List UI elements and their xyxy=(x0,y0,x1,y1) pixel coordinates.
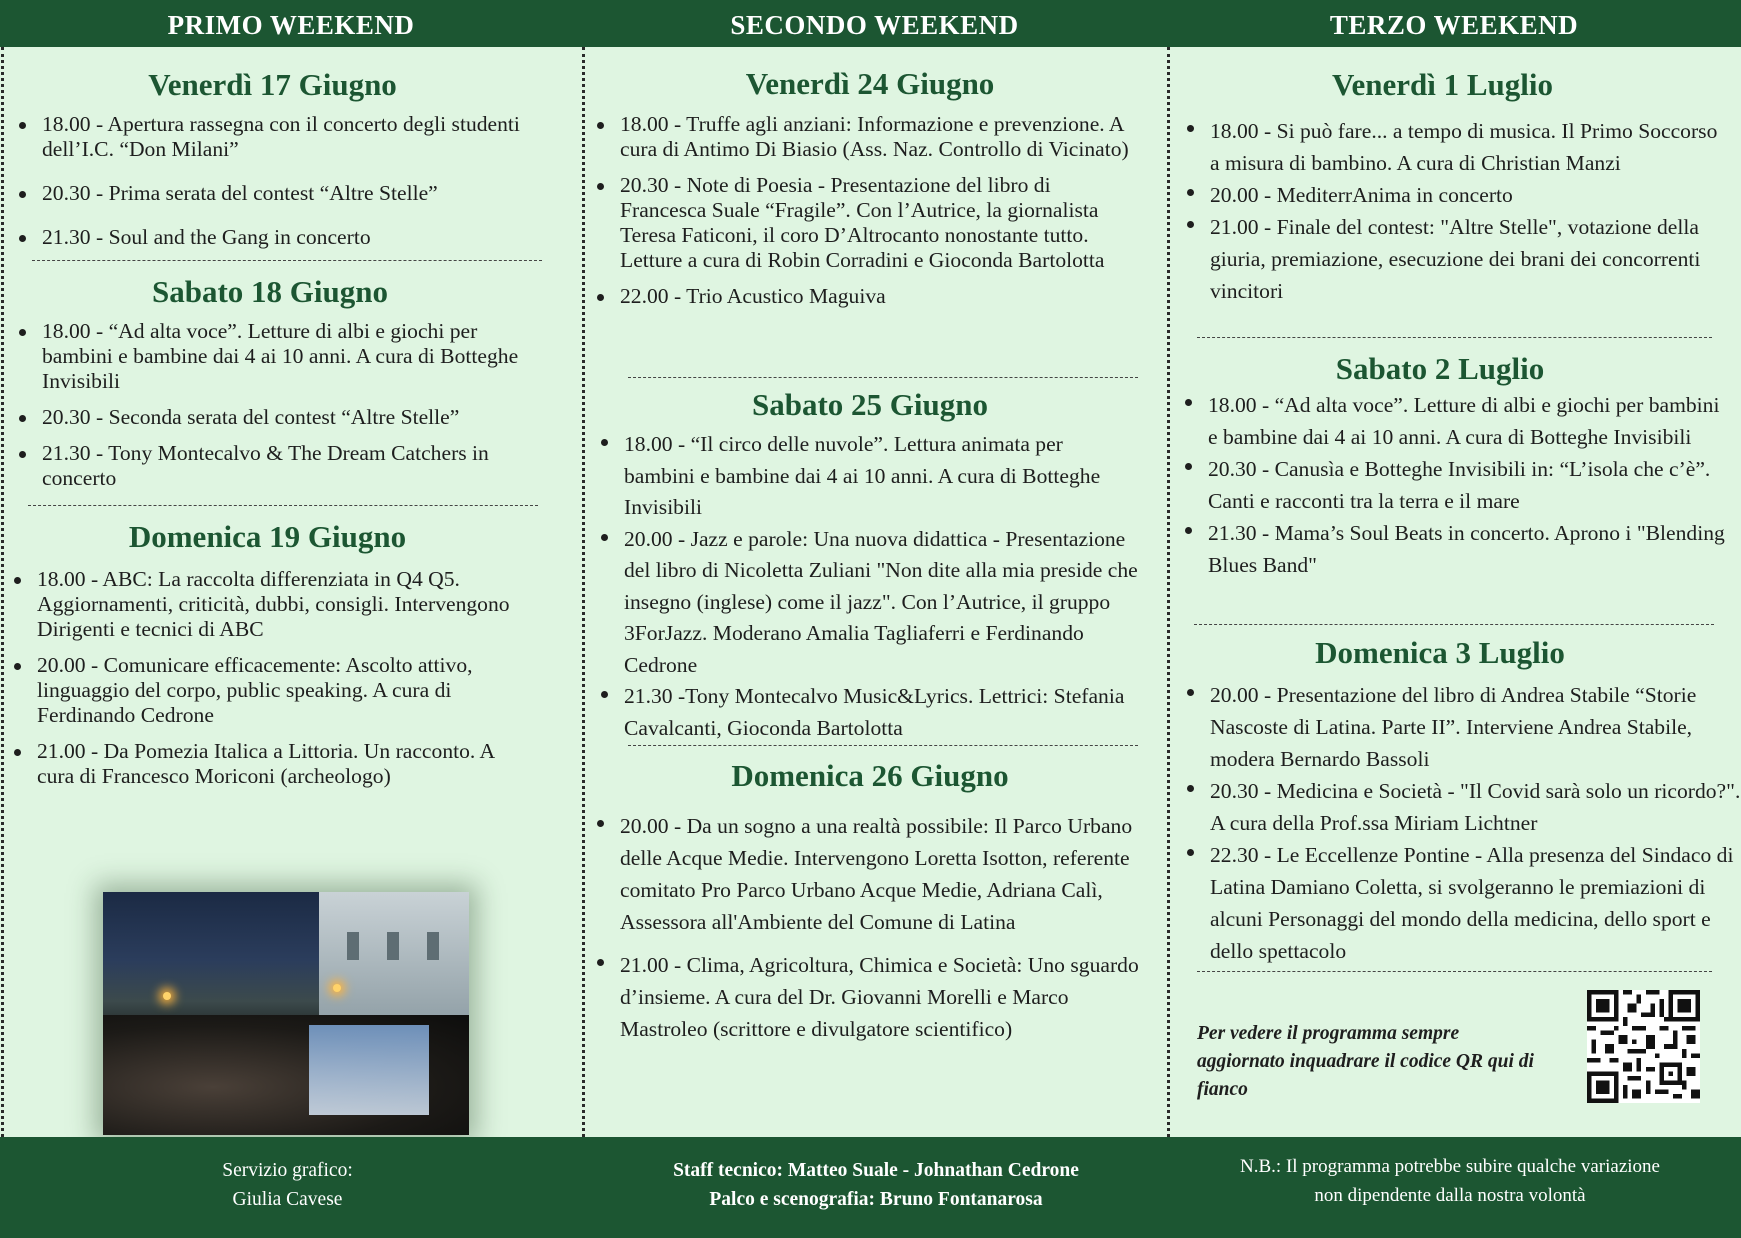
day-list-venerdi-24 xyxy=(620,112,1140,309)
day-title-venerdi-17: Venerdì 17 Giugno xyxy=(148,67,397,102)
footer-bar xyxy=(0,1137,1741,1238)
separator xyxy=(628,745,1138,746)
separator xyxy=(28,505,538,506)
header-primo-weekend: PRIMO WEEKEND xyxy=(167,10,415,40)
day-title-sabato-25: Sabato 25 Giugno xyxy=(751,387,988,422)
header-bar xyxy=(0,0,1741,47)
photo-stage xyxy=(309,1025,429,1115)
event-item: 18.00 - “Ad alta voce”. Letture di albi e giochi per bambini e bambine dai 4 ai 10 anni. A cura di Botteghe Invisibili xyxy=(1208,389,1728,453)
event-item: 18.00 - ABC: La raccolta differenziata in Q4 Q5. Aggiornamenti, criticità, dubbi, consigli. Intervengono Dirigenti e tecnici di ABC xyxy=(37,567,517,642)
day-title-sabato-2: Sabato 2 Luglio xyxy=(1335,351,1545,386)
footer-note-line2: non dipendente dalla nostra volontà xyxy=(1314,1185,1586,1206)
event-item: 21.00 - Finale del contest: "Altre Stelle", votazione della giuria, premiazione, esecuzione dei brani dei concorrenti vincitori xyxy=(1210,211,1730,307)
column-secondo-weekend xyxy=(585,47,1167,1137)
separator xyxy=(32,260,542,261)
event-item: 21.00 - Clima, Agricoltura, Chimica e Società: Uno sguardo d’insieme. A cura del Dr. Giovanni Morelli e Marco Mastroleo (scrittore e divulgatore scientifico) xyxy=(620,949,1145,1045)
event-item: 20.00 - Comunicare efficacemente: Ascolto attivo, linguaggio del corpo, public speaking. A cura di Ferdinando Cedrone xyxy=(37,653,517,728)
footer-staff-tecnico: Staff tecnico: Matteo Suale - Johnathan Cedrone xyxy=(673,1160,1079,1181)
day-title-domenica-26: Domenica 26 Giugno xyxy=(731,758,1009,793)
qr-note: Per vedere il programma sempre aggiornato inquadrare il codice QR qui di fianco xyxy=(1197,1023,1534,1100)
event-item: 20.30 - Medicina e Società - "Il Covid sarà solo un ricordo?". A cura della Prof.ssa Miriam Lichtner xyxy=(1210,775,1741,839)
photo-window xyxy=(427,932,439,960)
footer-graphics-credit xyxy=(0,1156,575,1214)
event-item: 20.00 - MediterrAnima in concerto xyxy=(1210,179,1730,211)
event-item: 21.30 - Soul and the Gang in concerto xyxy=(42,225,542,250)
footer-graphics-name: Giulia Cavese xyxy=(232,1189,343,1210)
event-item: 18.00 - Si può fare... a tempo di musica. Il Primo Soccorso a misura di bambino. A cura di Christian Manzi xyxy=(1210,115,1730,179)
event-item: 18.00 - “Ad alta voce”. Letture di albi e giochi per bambini e bambine dai 4 ai 10 anni. A cura di Botteghe Invisibili xyxy=(42,319,547,394)
footer-staff-credit xyxy=(585,1156,1167,1214)
footer-palco-scenografia: Palco e scenografia: Bruno Fontanarosa xyxy=(709,1189,1043,1210)
day-list-venerdi-17 xyxy=(42,112,542,250)
event-item: 20.30 - Seconda serata del contest “Altre Stelle” xyxy=(42,405,547,430)
day-title-venerdi-1: Venerdì 1 Luglio xyxy=(1331,67,1554,102)
day-title-domenica-3: Domenica 3 Luglio xyxy=(1315,635,1565,670)
header-secondo-weekend: SECONDO WEEKEND xyxy=(730,10,1019,40)
separator xyxy=(1197,337,1712,338)
column-primo-weekend xyxy=(0,47,582,1137)
photo-window xyxy=(387,932,399,960)
day-list-sabato-18 xyxy=(42,319,547,491)
photo-light xyxy=(333,984,341,992)
event-item: 20.30 - Note di Poesia - Presentazione del libro di Francesca Suale “Fragile”. Con l’Autrice, la giornalista Teresa Faticoni, il coro D’Altrocanto nonostante tutto. Letture a cura di Robin Corradini e Gioconda Bartolotta xyxy=(620,173,1140,273)
separator xyxy=(628,377,1138,378)
event-item: 22.30 - Le Eccellenze Pontine - Alla presenza del Sindaco di Latina Damiano Coletta, si svolgeranno le premiazioni di alcuni Personaggi del mondo della medicina, dello sport e dello spettacolo xyxy=(1210,839,1741,967)
event-item: 21.30 -Tony Montecalvo Music&Lyrics. Lettrici: Stefania Cavalcanti, Gioconda Bartolotta xyxy=(624,681,1139,744)
day-list-sabato-25 xyxy=(624,429,1139,744)
day-list-sabato-2 xyxy=(1208,389,1728,581)
event-item: 18.00 - Truffe agli anziani: Informazione e prevenzione. A cura di Antimo Di Biasio (Ass. Naz. Controllo di Vicinato) xyxy=(620,112,1140,162)
qr-code-icon[interactable] xyxy=(1587,990,1700,1103)
event-item: 20.00 - Jazz e parole: Una nuova didattica - Presentazione del libro di Nicoletta Zuliani "Non dite alla mia preside che insegno (inglese) come il jazz". Con l’Autrice, il gruppo 3ForJazz. Moderano Amalia Tagliaferri e Ferdinando Cedrone xyxy=(624,524,1139,682)
photo-light xyxy=(163,992,171,1000)
day-title-sabato-18: Sabato 18 Giugno xyxy=(151,274,388,309)
event-item: 20.00 - Da un sogno a una realtà possibile: Il Parco Urbano delle Acque Medie. Intervengono Loretta Isotton, referente comitato Pro Parco Urbano Acque Medie, Adriana Calì, Assessora all'Ambiente del Comune di Latina xyxy=(620,810,1145,938)
photo-window xyxy=(347,932,359,960)
event-item: 21.30 - Mama’s Soul Beats in concerto. Aprono i "Blending Blues Band" xyxy=(1208,517,1728,581)
event-item: 20.30 - Canusìa e Botteghe Invisibili in: “L’isola che c’è”. Canti e racconti tra la terra e il mare xyxy=(1208,453,1728,517)
event-item: 22.00 - Trio Acustico Maguiva xyxy=(620,284,1140,309)
header-terzo-weekend: TERZO WEEKEND xyxy=(1329,10,1579,40)
event-item: 18.00 - “Il circo delle nuvole”. Lettura animata per bambini e bambine dai 4 ai 10 anni. A cura di Botteghe Invisibili xyxy=(624,429,1139,524)
event-item: 20.00 - Presentazione del libro di Andrea Stabile “Storie Nascoste di Latina. Parte II”. Interviene Andrea Stabile, modera Bernardo Bassoli xyxy=(1210,679,1741,775)
column-terzo-weekend xyxy=(1170,47,1741,1137)
event-photo xyxy=(103,892,469,1135)
footer-note-line1: N.B.: Il programma potrebbe subire qualche variazione xyxy=(1240,1156,1660,1177)
footer-graphics-label: Servizio grafico: xyxy=(222,1160,353,1181)
event-item: 21.30 - Tony Montecalvo & The Dream Catchers in concerto xyxy=(42,441,547,491)
separator xyxy=(1197,971,1712,972)
event-item: 18.00 - Apertura rassegna con il concerto degli studenti dell’I.C. “Don Milani” xyxy=(42,112,542,162)
day-list-domenica-3 xyxy=(1210,679,1741,967)
footer-disclaimer xyxy=(1170,1152,1730,1210)
day-list-domenica-19 xyxy=(37,567,517,789)
separator xyxy=(1194,624,1714,625)
day-list-venerdi-1 xyxy=(1210,115,1730,307)
day-list-domenica-26 xyxy=(620,810,1145,1045)
day-title-domenica-19: Domenica 19 Giugno xyxy=(128,519,407,554)
event-item: 20.30 - Prima serata del contest “Altre Stelle” xyxy=(42,181,542,206)
event-item: 21.00 - Da Pomezia Italica a Littoria. Un racconto. A cura di Francesco Moriconi (archeologo) xyxy=(37,739,517,789)
day-title-venerdi-24: Venerdì 24 Giugno xyxy=(745,66,995,101)
